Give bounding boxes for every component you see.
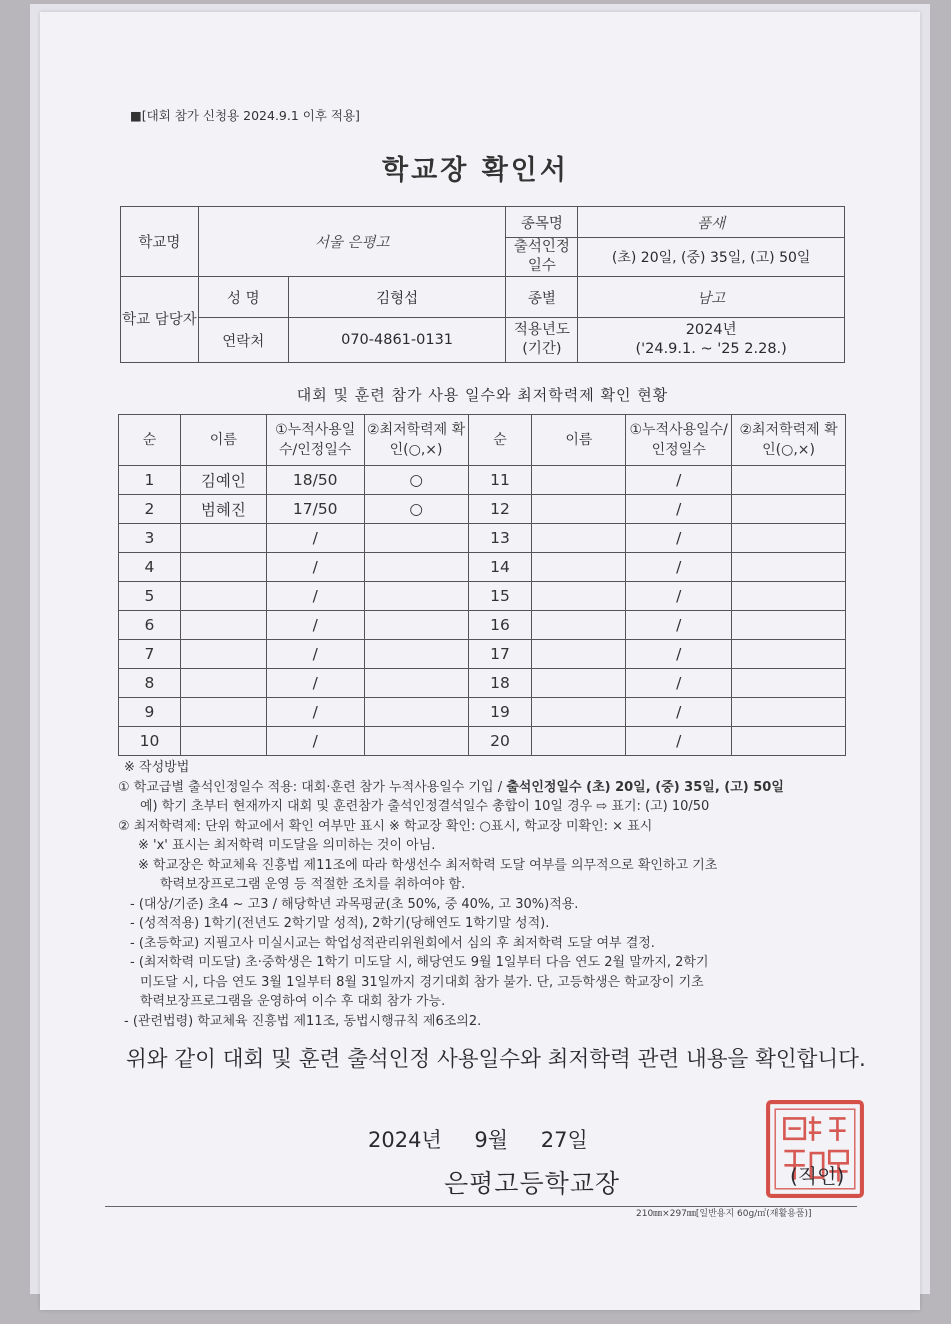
table-row <box>119 553 846 582</box>
days-used: 18/50 <box>266 466 364 495</box>
student-name <box>180 582 266 611</box>
minimum-check <box>732 698 846 727</box>
note-2-b-line1: ※ 학교장은 학교체육 진흥법 제11조에 따라 학생선수 최저학력 도달 여부를 의무적으로 확인하고 기초 <box>138 857 718 873</box>
row-number: 13 <box>468 524 532 553</box>
table-row <box>119 640 846 669</box>
table-row <box>119 611 846 640</box>
year-cell <box>578 318 845 363</box>
seal-mark-text: (직인) <box>790 1164 845 1188</box>
minimum-check <box>732 582 846 611</box>
note-2-b-line2: 학력보장프로그램 운영 등 적절한 조치를 취하여야 함. <box>160 877 466 892</box>
row-number: 10 <box>119 727 181 756</box>
gender-value: 남고 <box>578 277 845 318</box>
row-number: 3 <box>119 524 181 553</box>
row-number: 8 <box>119 669 181 698</box>
days-used: / <box>626 582 732 611</box>
header-note: ■[대회 참가 신청용 2024.9.1 이후 적용] <box>130 108 360 123</box>
event-value: 품새 <box>578 207 845 238</box>
note-2-a: ※ 'x' 표시는 최저학력 미도달을 의미하는 것이 아님. <box>138 838 436 853</box>
minimum-check <box>364 698 468 727</box>
row-number: 2 <box>119 495 181 524</box>
days-used: / <box>626 524 732 553</box>
minimum-check <box>364 727 468 756</box>
table-row <box>119 698 846 727</box>
days-used: / <box>626 640 732 669</box>
days-used: / <box>266 698 364 727</box>
header-name: 이름 <box>180 415 266 466</box>
days-used: / <box>626 553 732 582</box>
header-name: 이름 <box>532 415 626 466</box>
days-used: / <box>266 727 364 756</box>
notes-heading: ※ 작성방법 <box>124 760 190 775</box>
note-1-bold: 출석인정일수 (초) 20일, (중) 35일, (고) 50일 <box>506 779 784 795</box>
table-row <box>119 582 846 611</box>
row-number: 4 <box>119 553 181 582</box>
student-name: 범혜진 <box>180 495 266 524</box>
student-name <box>180 553 266 582</box>
minimum-check <box>732 524 846 553</box>
row-number: 9 <box>119 698 181 727</box>
student-name: 김예인 <box>180 466 266 495</box>
days-used: / <box>626 698 732 727</box>
contact-label: 연락처 <box>198 318 288 363</box>
minimum-check <box>732 611 846 640</box>
detail-laws: - (관련법령) 학교체육 진흥법 제11조, 동법시행규칙 제6조의2. <box>124 1013 482 1029</box>
student-name <box>532 466 626 495</box>
minimum-check: ○ <box>364 495 468 524</box>
student-name <box>532 698 626 727</box>
note-1-example: 예) 학기 초부터 현재까지 대회 및 훈련참가 출석인정결석일수 총합이 10일 경우 ⇨ 표기: (고) 10/50 <box>140 799 710 814</box>
student-name <box>532 524 626 553</box>
minimum-check <box>364 640 468 669</box>
contact-value: 070-4861-0131 <box>288 318 506 363</box>
detail-grades: - (성적적용) 1학기(전년도 2학기말 성적), 2학기(당해연도 1학기말 성적). <box>130 916 550 931</box>
row-number: 5 <box>119 582 181 611</box>
days-used: / <box>266 611 364 640</box>
student-name <box>180 669 266 698</box>
days-used: / <box>266 524 364 553</box>
days-used: / <box>626 669 732 698</box>
student-name <box>532 553 626 582</box>
minimum-check <box>364 553 468 582</box>
student-name <box>180 698 266 727</box>
school-name-label: 학교명 <box>121 207 199 277</box>
table-row <box>119 669 846 698</box>
days-used: / <box>266 582 364 611</box>
student-name <box>532 582 626 611</box>
minimum-check <box>364 669 468 698</box>
row-number: 12 <box>468 495 532 524</box>
student-name <box>532 727 626 756</box>
minimum-check <box>732 727 846 756</box>
student-name <box>180 611 266 640</box>
days-used: / <box>626 611 732 640</box>
writing-instructions <box>118 758 863 1031</box>
student-name <box>532 669 626 698</box>
principal-title: 은평고등학교장 <box>444 1169 621 1198</box>
student-name <box>532 611 626 640</box>
detail-minimum-line1: - (최저학력 미도달) 초·중학생은 1학기 미도달 시, 해당연도 9월 1일부터 다음 연도 2월 말까지, 2학기 <box>130 955 709 970</box>
student-name <box>180 524 266 553</box>
header-check: ②최저학력제 확인(○,×) <box>364 415 468 466</box>
student-name <box>532 495 626 524</box>
document-title: 학교장 확인서 <box>382 155 569 186</box>
detail-minimum-line3: 학력보장프로그램을 운영하여 이수 후 대회 참가 가능. <box>140 994 446 1009</box>
student-name <box>180 727 266 756</box>
year-label: 적용년도 (기간) <box>506 318 578 363</box>
note-2: ② 최저학력제: 단위 학교에서 확인 여부만 표시 ※ 학교장 확인: ○표시, 학교장 미확인: × 표시 <box>118 818 653 834</box>
row-number: 17 <box>468 640 532 669</box>
row-number: 11 <box>468 466 532 495</box>
school-info-table <box>120 206 845 363</box>
header-days: ①누적사용일수/인정일수 <box>626 415 732 466</box>
table-row <box>119 727 846 756</box>
minimum-check <box>364 611 468 640</box>
header-days: ①누적사용일수/인정일수 <box>266 415 364 466</box>
note-1 <box>118 778 863 798</box>
row-number: 7 <box>119 640 181 669</box>
minimum-check: ○ <box>364 466 468 495</box>
table-row <box>119 495 846 524</box>
days-used: / <box>266 640 364 669</box>
detail-target: - (대상/기준) 초4 ~ 고3 / 해당학년 과목평균(초 50%, 중 40%, 고 30%)적용. <box>130 896 579 912</box>
detail-minimum-line2: 미도달 시, 다음 연도 3월 1일부터 8월 31일까지 경기대회 참가 불가. 단, 고등학생은 학교장이 기초 <box>140 974 704 990</box>
minimum-check <box>364 582 468 611</box>
gender-label: 종별 <box>506 277 578 318</box>
row-number: 14 <box>468 553 532 582</box>
table-row <box>119 524 846 553</box>
days-used: / <box>626 495 732 524</box>
event-label: 종목명 <box>506 207 578 238</box>
year-value: 2024년 <box>685 322 737 338</box>
minimum-check <box>732 640 846 669</box>
student-name <box>180 640 266 669</box>
manager-label: 학교 담당자 <box>121 277 199 363</box>
name-label: 성 명 <box>198 277 288 318</box>
note-1-text: ① 학교급별 출석인정일수 적용: 대회·훈련 참가 누적사용일수 기입 / <box>118 779 507 795</box>
section-heading: 대회 및 훈련 참가 사용 일수와 최저학력제 확인 현황 <box>296 386 669 404</box>
row-number: 6 <box>119 611 181 640</box>
header-no: 순 <box>468 415 532 466</box>
row-number: 18 <box>468 669 532 698</box>
period-value: ('24.9.1. ~ '25 2.28.) <box>635 341 787 357</box>
days-used: / <box>266 553 364 582</box>
paper-size-note: 210㎜×297㎜[일반용지 60g/㎡(재활용품)] <box>636 1209 812 1219</box>
attendance-label: 출석인정 일수 <box>506 238 578 277</box>
student-name <box>532 640 626 669</box>
minimum-check <box>732 669 846 698</box>
attendance-value: (초) 20일, (중) 35일, (고) 50일 <box>578 238 845 277</box>
row-number: 20 <box>468 727 532 756</box>
days-used: / <box>626 727 732 756</box>
issue-date: 2024년 9월 27일 <box>368 1128 588 1152</box>
row-number: 16 <box>468 611 532 640</box>
minimum-check <box>364 524 468 553</box>
detail-elementary: - (초등학교) 지필고사 미실시교는 학업성적관리위원회에서 심의 후 최저학력 도달 여부 결정. <box>130 935 655 951</box>
row-number: 15 <box>468 582 532 611</box>
roster-table <box>118 414 846 756</box>
days-used: / <box>266 669 364 698</box>
minimum-check <box>732 466 846 495</box>
days-used: 17/50 <box>266 495 364 524</box>
minimum-check <box>732 495 846 524</box>
minimum-check <box>732 553 846 582</box>
school-name-value: 서울 은평고 <box>198 207 506 277</box>
header-no: 순 <box>119 415 181 466</box>
days-used: / <box>626 466 732 495</box>
name-value: 김형섭 <box>288 277 506 318</box>
row-number: 19 <box>468 698 532 727</box>
table-row <box>119 466 846 495</box>
confirmation-statement: 위와 같이 대회 및 훈련 출석인정 사용일수와 최저학력 관련 내용을 확인합니다. <box>126 1047 866 1072</box>
header-check: ②최저학력제 확인(○,×) <box>732 415 846 466</box>
row-number: 1 <box>119 466 181 495</box>
